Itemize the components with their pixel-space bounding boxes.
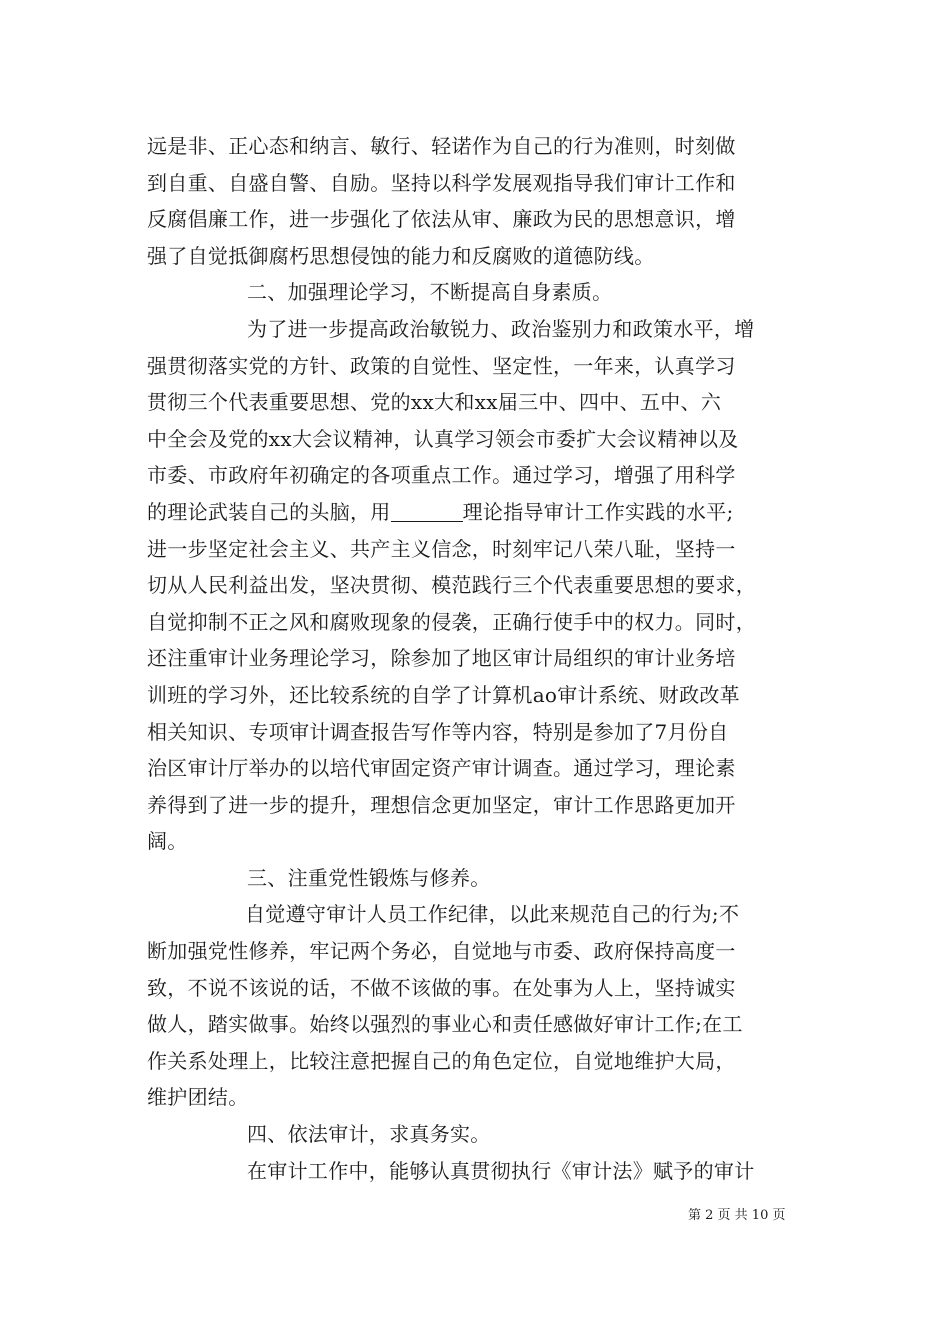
text-line: 自觉遵守审计人员工作纪律，以此来规范自己的行为;不 [245,902,740,927]
text-line: 做人，踏实做事。始终以强烈的事业心和责任感做好审计工作;在工 [147,1012,743,1037]
text-line: 贯彻三个代表重要思想、党的xx大和xx届三中、四中、五中、六 [147,390,722,415]
text-line [147,494,827,531]
text-line: 相关知识、专项审计调查报告写作等内容，特别是参加了7月份自 [147,719,729,744]
text-line: 作关系处理上，比较注意把握自己的角色定位，自觉地维护大局， [147,1048,736,1073]
text-line: 反腐倡廉工作，进一步强化了依法从审、廉政为民的思想意识，增 [147,207,736,232]
text-segment: 的理论武装自己的头脑，用 [147,499,391,524]
text-line: 治区审计厅举办的以培代审固定资产审计调查。通过学习，理论素 [147,756,736,781]
text-line: 阔。 [147,829,188,854]
text-line: 远是非、正心态和纳言、敏行、轻诺作为自己的行为准则，时刻做 [147,134,736,158]
text-line: 进一步坚定社会主义、共产主义信念，时刻牢记八荣八耻，坚持一 [147,536,736,561]
text-line: 训班的学习外，还比较系统的自学了计算机ao审计系统、财政改革 [147,682,740,707]
text-line: 中全会及党的xx大会议精神，认真学习领会市委扩大会议精神以及 [147,426,739,451]
body-text [147,128,827,1189]
text-line: 致，不说不该说的话，不做不该做的事。在处事为人上，坚持诚实 [147,975,736,1000]
text-segment: 理论指导审计工作实践的水平; [462,499,734,524]
section-heading-3: 三、注重党性锻炼与修养。 [247,865,491,890]
text-line: 强贯彻落实党的方针、政策的自觉性、坚定性，一年来，认真学习 [147,353,736,378]
text-line: 切从人民利益出发，坚决贯彻、模范践行三个代表重要思想的要求， [147,573,756,598]
section-heading-2: 二、加强理论学习，不断提高自身素质。 [247,280,613,305]
text-line: 断加强党性修养，牢记两个务必，自觉地与市委、政府保持高度一 [147,939,736,964]
section-heading-4: 四、依法审计，求真务实。 [247,1122,491,1147]
text-line: 自觉抑制不正之风和腐败现象的侵袭，正确行使手中的权力。同时， [147,609,756,634]
text-line: 强了自觉抵御腐朽思想侵蚀的能力和反腐败的道德防线。 [147,243,655,268]
text-line: 到自重、自盛自警、自励。坚持以科学发展观指导我们审计工作和 [147,170,736,195]
text-line: 在审计工作中，能够认真贯彻执行《审计法》赋予的审计 [247,1158,755,1183]
text-line: 市委、市政府年初确定的各项重点工作。通过学习，增强了用科学 [147,463,736,488]
text-line: 为了进一步提高政治敏锐力、政治鉴别力和政策水平，增 [247,316,755,341]
text-line: 维护团结。 [147,1085,249,1110]
text-line: 还注重审计业务理论学习，除参加了地区审计局组织的审计业务培 [147,646,736,671]
page-number-footer: 第 2 页 共 10 页 [688,1208,786,1223]
text-line: 养得到了进一步的提升，理想信念更加坚定，审计工作思路更加开 [147,792,736,817]
fill-in-blank [391,499,463,522]
